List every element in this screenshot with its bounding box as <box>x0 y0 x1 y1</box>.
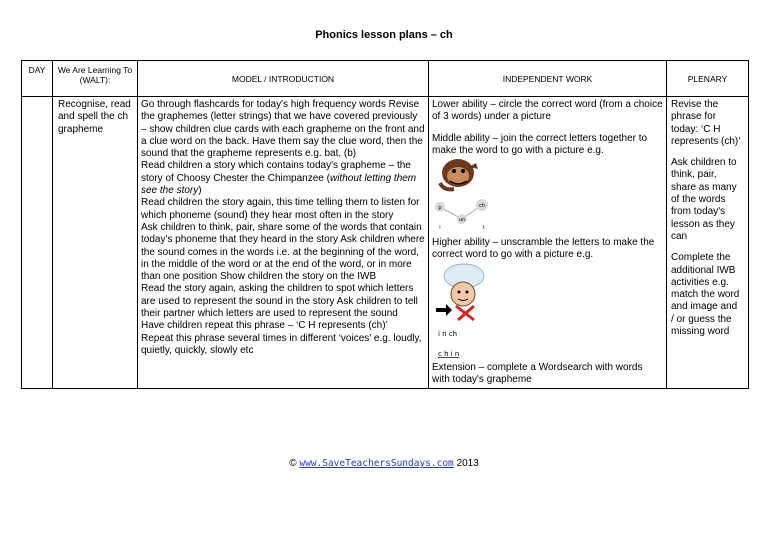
join-letter-4: l <box>439 225 441 232</box>
extension-text: Extension – complete a Wordsearch with words with today's grapheme <box>432 361 643 386</box>
lesson-plan-table <box>21 60 749 389</box>
arrow-icon <box>436 304 452 316</box>
header-row <box>22 61 749 97</box>
intro-paragraph-7: Repeat this phrase several times in different ‘voices’ e.g. loudly, quietly, quickly, slowly etc <box>141 332 422 356</box>
plenary-cell <box>667 97 749 389</box>
footer <box>0 458 768 469</box>
intro-paragraph-6: Have children repeat this phrase – ‘C H represents (ch)’ <box>141 320 388 332</box>
independent-cell <box>429 97 667 389</box>
plenary-paragraph-1: Revise the phrase for today: ‘C H represents (ch)’ <box>671 99 741 147</box>
walt-cell: Recognise, read and spell the ch grapheme <box>53 97 138 389</box>
plenary-paragraph-2: Ask children to think, pair, share as many of the words from today's lesson as they can <box>671 157 737 242</box>
header-intro: MODEL / INTRODUCTION <box>138 61 429 97</box>
header-walt: We Are Learning To (WALT): <box>53 61 138 97</box>
lower-ability-text: Lower ability – circle the correct word (from a choice of 3 words) under a picture <box>432 99 663 123</box>
intro-cell <box>138 97 429 389</box>
lesson-row <box>22 97 749 389</box>
footer-year: 2013 <box>456 458 479 469</box>
scramble-letters-top: i n ch <box>438 329 458 338</box>
join-letter-5: t <box>483 225 485 232</box>
intro-paragraph-3: Read children the story again, this time telling them to listen for which phoneme (sound) they hear most often in the story <box>141 197 420 221</box>
chimp-icon <box>440 159 478 189</box>
higher-ability-text: Higher ability – unscramble the letters to make the correct word to go with a picture e.g. <box>432 237 655 261</box>
chef-scramble-picture <box>434 262 524 362</box>
chimp-join-picture <box>434 157 514 237</box>
day-cell <box>22 97 53 389</box>
join-letter-3: un <box>458 217 466 224</box>
website-link[interactable]: www.SaveTeachersSundays.com <box>299 458 454 469</box>
scramble-letters-bottom: c h i n <box>438 349 460 358</box>
chef-icon <box>436 264 484 320</box>
header-independent: INDEPENDENT WORK <box>429 61 667 97</box>
header-plenary: PLENARY <box>667 61 749 97</box>
join-letter-1: p <box>438 205 442 212</box>
plenary-paragraph-3: Complete the additional IWB activities e.g. match the word and image and / or guess the missing word <box>671 252 740 338</box>
middle-ability-text: Middle ability – join the correct letters together to make the word to go with a picture e.g. <box>432 132 648 156</box>
intro-paragraph-5: Read the story again, asking the children to spot which letters are used to represent the sound in the story Ask children to tell their partner which letters are used to represent the sound <box>141 283 418 320</box>
join-letter-2: ch <box>479 203 485 210</box>
header-day: DAY <box>22 61 53 97</box>
join-letters-diagram <box>435 199 488 231</box>
document-title: Phonics lesson plans – ch <box>315 29 453 41</box>
intro-paragraph-4: Ask children to think, pair, share some of the words that contain today's phoneme that they heard in the story Ask children where the sound comes in the words i.e. at the beginning of the word, in the middle of the word or at the end of the word, or in more than one position Show children the story on the IWB <box>141 221 425 283</box>
intro-paragraph-1: Go through flashcards for today's high frequency words Revise the graphemes (letter strings) that we have covered previously – show children clue cards with each grapheme on the front and a clue word on the back. Have them say the clue word, then the sound that the grapheme represents e.g. bat, (b) <box>141 99 425 160</box>
intro-paragraph-2: Read children a story which contains today's grapheme – the story of Choosy Chester the Chimpanzee (without letting them see the story) <box>141 160 417 197</box>
copyright-symbol: © <box>289 458 297 469</box>
